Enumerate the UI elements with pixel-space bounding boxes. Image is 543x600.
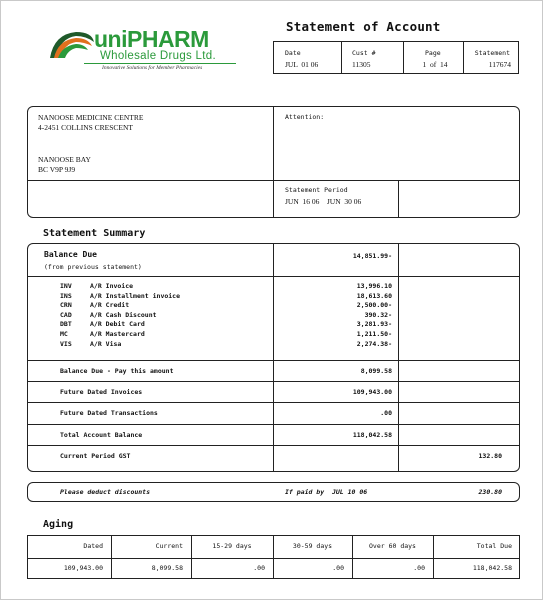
customer-name: NANOOSE MEDICINE CENTRE [38,113,144,122]
summary-row-label: Future Dated Transactions [60,409,158,417]
transaction-label: A/R Invoice [90,282,134,290]
transaction-code: INV [60,282,72,290]
summary-row-label: Future Dated Invoices [60,388,143,396]
logo-name-main: PHARM [127,26,209,52]
transaction-code: MC [60,330,68,338]
aging-value: .00 [413,564,425,572]
discount-paid-by: If paid by JUL 10 06 [285,488,368,496]
logo-name-prefix: uni [94,26,127,52]
transaction-label: A/R Mastercard [90,330,145,338]
logo-swoosh-icon [48,28,96,62]
statement-label: Statement [474,49,510,57]
transaction-label: A/R Installment invoice [90,291,181,300]
cust-label: Cust # [352,49,376,57]
summary-row-label: Current Period GST [60,452,131,460]
aging-header: Over 60 days [369,542,416,550]
transaction-amount: 3,281.93- [356,320,392,329]
logo-subtitle: Wholesale Drugs Ltd. [100,50,216,62]
balance-due-label: Balance Due [44,250,97,259]
logo-tagline: Innovative Solutions for Member Pharmacies [102,65,203,71]
transaction-amount: 1,211.50- [356,330,392,338]
customer-address1: 4-2451 COLLINS CRESCENT [38,123,134,132]
document-title: Statement of Account [286,19,441,34]
transaction-amount: 2,500.00- [356,301,392,310]
aging-header: Dated [83,542,103,550]
transaction-code: INS [60,291,72,300]
transaction-code: CRN [60,301,72,310]
row-divider [27,360,520,361]
transaction-label: A/R Debit Card [90,320,145,329]
transaction-label: A/R Cash Discount [90,310,157,319]
statement-period-value: JUN 16 06 JUN 30 06 [285,197,362,206]
summary-row-label: Balance Due - Pay this amount [60,367,174,375]
aging-value: .00 [253,564,265,572]
aging-header: Current [155,542,183,550]
summary-row-value: 118,042.58 [352,431,392,439]
discount-amount: 230.80 [478,488,502,496]
transaction-code: VIS [60,339,72,348]
summary-row-extra: 132.80 [478,452,502,460]
summary-row-value: 109,943.00 [352,388,392,396]
aging-header: 30-59 days [292,542,333,550]
transaction-code: DBT [60,320,72,329]
summary-title: Statement Summary [43,228,146,239]
aging-header: Total Due [476,542,512,550]
aging-value: 8,099.58 [151,564,183,572]
summary-row-value: .00 [380,409,392,417]
transaction-amount: 390.32- [364,310,392,319]
aging-value: .00 [332,564,344,572]
date-value: JUL 01 06 [285,60,319,69]
cust-value: 11305 [352,60,371,69]
aging-value: 109,943.00 [63,564,103,572]
row-divider [27,381,520,382]
transaction-code: CAD [60,310,72,319]
transaction-label: A/R Visa [90,339,122,348]
summary-row-label: Total Account Balance [60,431,143,439]
transaction-amount: 2,274.38- [356,339,392,348]
customer-prov-postal: BC V9P 9J9 [38,165,76,174]
page-label: Page [425,49,441,57]
transaction-amount: 18,613.60 [356,291,392,300]
row-divider [27,424,520,425]
statement-period-label: Statement Period [285,186,348,194]
customer-city: NANOOSE BAY [38,155,91,164]
attention-label: Attention: [285,113,325,121]
page-value: 1 of 14 [422,60,448,69]
transaction-label: A/R Credit [90,301,130,310]
date-label: Date [285,49,301,57]
balance-due-sub: (from previous statement) [44,263,142,271]
aging-title: Aging [43,519,74,530]
header-fields-box [273,41,519,74]
statement-value: 117674 [488,60,511,69]
summary-row-value: 8,099.58 [360,367,392,375]
row-divider [27,402,520,403]
balance-due-value: 14,851.99- [352,252,392,260]
aging-value: 118,042.58 [472,564,512,572]
transaction-amount: 13,996.10 [356,282,392,290]
company-logo [44,24,244,76]
aging-header: 15-29 days [212,542,252,550]
row-divider [27,445,520,446]
discount-label: Please deduct discounts [60,488,151,496]
